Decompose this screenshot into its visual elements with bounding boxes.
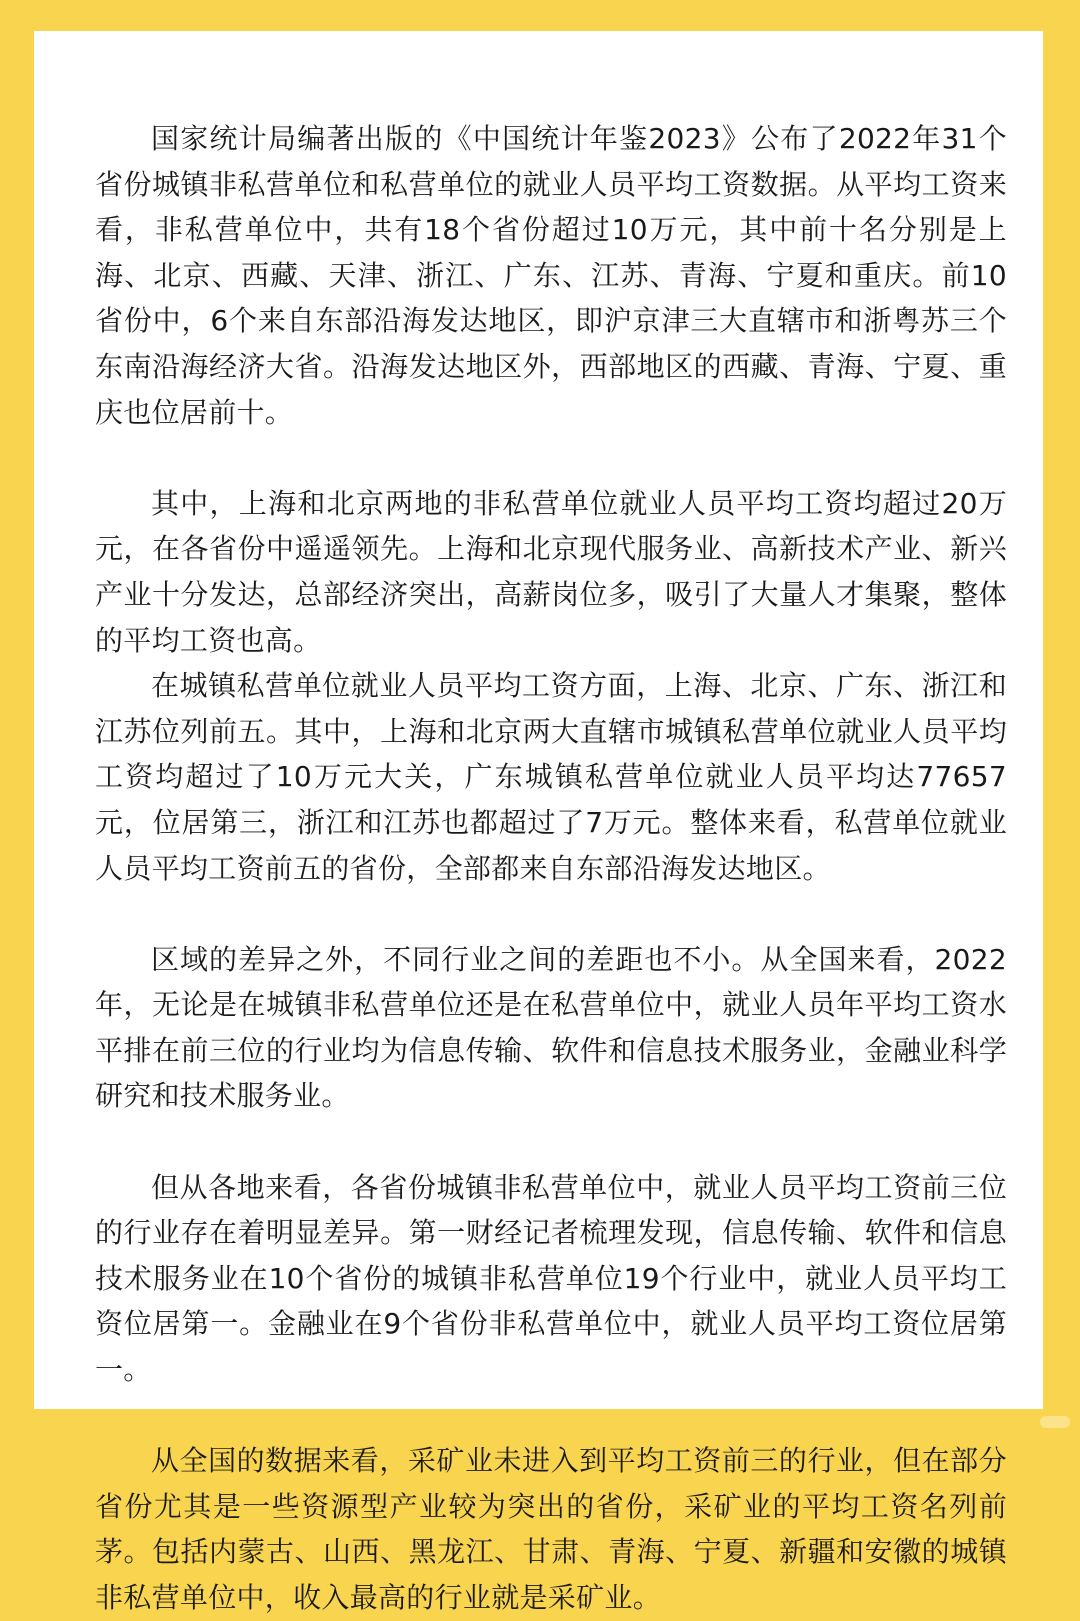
paragraph-spacer bbox=[95, 1119, 1007, 1165]
paragraph-spacer bbox=[95, 1393, 1007, 1439]
article-body bbox=[95, 116, 1007, 1621]
paragraph-industry-gap: 区域的差异之外，不同行业之间的差距也不小。从全国来看，2022年，无论是在城镇非私营单位还是在私营单位中，就业人员年平均工资水平排在前三位的行业均为信息传输、软件和信息技术服务业，金融业科学研究和技术服务业。 bbox=[95, 942, 1007, 1113]
paragraph-provincial-differences: 但从各地来看，各省份城镇非私营单位中，就业人员平均工资前三位的行业存在着明显差异。第一财经记者梳理发现，信息传输、软件和信息技术服务业在10个省份的城镇非私营单位19个行业中，就业人员平均工资位居第一。金融业在9个省份非私营单位中，就业人员平均工资位居第一。 bbox=[95, 1170, 1007, 1387]
paragraph-spacer bbox=[95, 891, 1007, 937]
article-card bbox=[34, 31, 1043, 1614]
paragraph-mining: 从全国的数据来看，采矿业未进入到平均工资前三的行业，但在部分省份尤其是一些资源型产业较为突出的省份，采矿业的平均工资名列前茅。包括内蒙古、山西、黑龙江、甘肃、青海、宁夏、新疆和安徽的城镇非私营单位中，收入最高的行业就是采矿业。 bbox=[95, 1444, 1007, 1614]
paragraph-shanghai-beijing: 其中，上海和北京两地的非私营单位就业人员平均工资均超过20万元，在各省份中遥遥领先。上海和北京现代服务业、高新技术产业、新兴产业十分发达，总部经济突出，高薪岗位多，吸引了大量人才集聚，整体的平均工资也高。 bbox=[95, 486, 1007, 657]
paragraph-spacer bbox=[95, 435, 1007, 481]
paragraph-top-ten-provinces: 国家统计局编著出版的《中国统计年鉴2023》公布了2022年31个省份城镇非私营单位和私营单位的就业人员平均工资数据。从平均工资来看，非私营单位中，共有18个省份超过10万元，其中前十名分别是上海、北京、西藏、天津、浙江、广东、江苏、青海、宁夏和重庆。前10省份中，6个来自东部沿海发达地区，即沪京津三大直辖市和浙粤苏三个东南沿海经济大省。沿海发达地区外，西部地区的西藏、青海、宁夏、重庆也位居前十。 bbox=[95, 122, 1007, 429]
paragraph-private-units: 在城镇私营单位就业人员平均工资方面，上海、北京、广东、浙江和江苏位列前五。其中，上海和北京两大直辖市城镇私营单位就业人员平均工资均超过了10万元大关，广东城镇私营单位就业人员平均达77657元，位居第三，浙江和江苏也都超过了7万元。整体来看，私营单位就业人员平均工资前五的省份，全部都来自东部沿海发达地区。 bbox=[95, 669, 1007, 885]
watermark-mark bbox=[1040, 1416, 1070, 1428]
